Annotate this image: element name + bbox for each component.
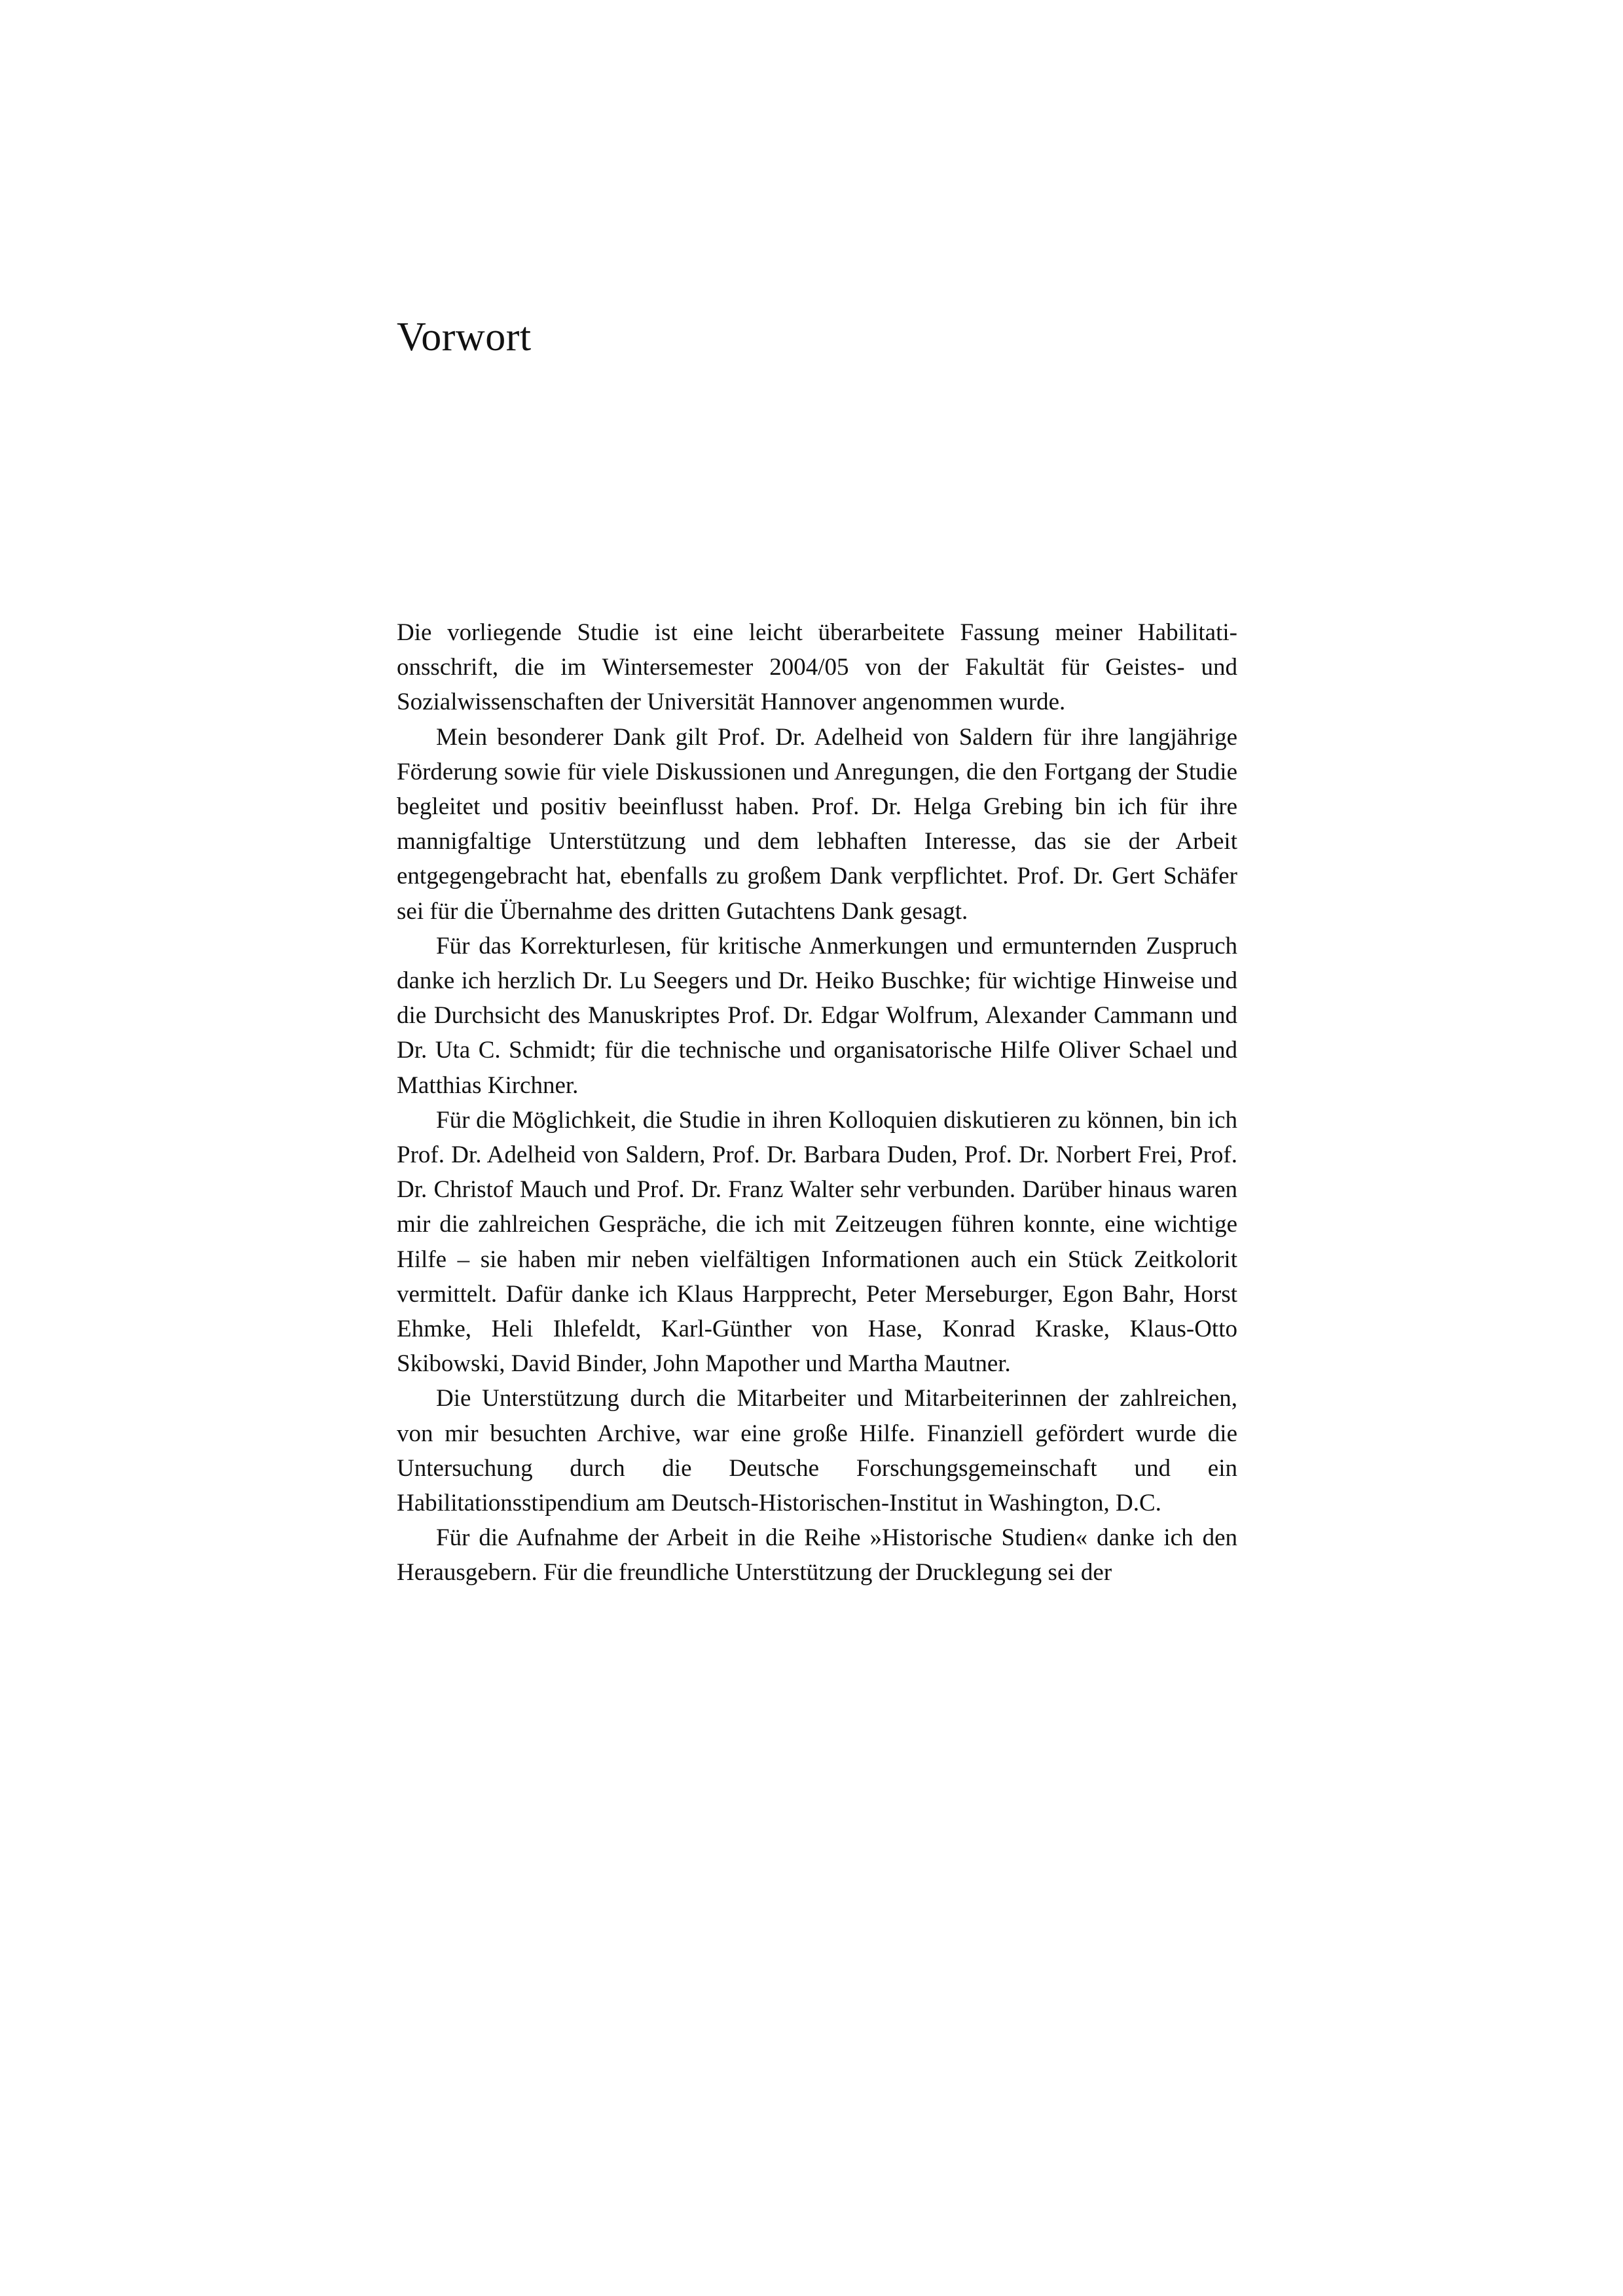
paragraph-5: Die Unterstützung durch die Mitarbeiter und Mitarbeiterinnen der zahlreichen, von mir besuchten Archive, war eine große Hilfe. Finanziell gefördert wurde die Untersuchung durch die Deutsche Forschungsgemeinschaft und ein Habilitationsstipendium am Deutsch-Historischen-Institut in Washington, D.C. <box>397 1385 1237 1517</box>
paragraph-2: Mein besonderer Dank gilt Prof. Dr. Adelheid von Saldern für ihre langjährige Förderung sowie für viele Diskussionen und Anregungen, die den Fortgang der Studie begleitet und positiv beeinflusst haben. Prof. Dr. Helga Grebing bin ich für ihre mannigfaltige Unterstützung und dem lebhaften Interesse, das sie der Arbeit entgegengebracht hat, ebenfalls zu großem Dank verpflichtet. Prof. Dr. Gert Schäfer sei für die Übernahme des dritten Gutachtens Dank gesagt. <box>397 723 1237 925</box>
paragraph-4: Für die Möglichkeit, die Studie in ihren Kolloquien diskutieren zu können, bin ich Prof. Dr. Adelheid von Saldern, Prof. Dr. Barbara Duden, Prof. Dr. Norbert Frei, Prof. Dr. Christof Mauch und Prof. Dr. Franz Walter sehr verbunden. Darüber hinaus waren mir die zahlreichen Gespräche, die ich mit Zeitzeugen führen konnte, eine wichtige Hilfe – sie haben mir neben vielfältigen Informationen auch ein Stück Zeitkolorit vermittelt. Dafür danke ich Klaus Harpprecht, Peter Merseburger, Egon Bahr, Horst Ehmke, Heli Ihlefeldt, Karl-Günther von Hase, Konrad Kraske, Klaus-Otto Skibowski, David Binder, John Mapother und Martha Mautner. <box>397 1106 1237 1378</box>
paragraph-6: Für die Aufnahme der Arbeit in die Reihe »Historische Studien« danke ich den Herausgebern. Für die freundliche Unterstützung der Drucklegung sei der <box>397 1524 1237 1587</box>
body-text <box>397 615 1237 1590</box>
paragraph-3: Für das Korrekturlesen, für kritische Anmerkungen und ermunternden Zuspruch danke ich herzlich Dr. Lu Seegers und Dr. Heiko Buschke; für wichtige Hinweise und die Durchsicht des Manuskriptes Prof. Dr. Edgar Wolfrum, Alexander Cammann und Dr. Uta C. Schmidt; für die technische und organisatorische Hilfe Oliver Schael und Matthias Kirchner. <box>397 932 1237 1099</box>
page-title: Vorwort <box>397 315 532 359</box>
paragraph-1: Die vorliegende Studie ist eine leicht überarbeitete Fassung meiner Habilitationsschrift, die im Wintersemester 2004/05 von der Fakultät für Geistes- und Sozialwissenschaften der Universität Hannover angenommen wurde. <box>397 619 1237 716</box>
